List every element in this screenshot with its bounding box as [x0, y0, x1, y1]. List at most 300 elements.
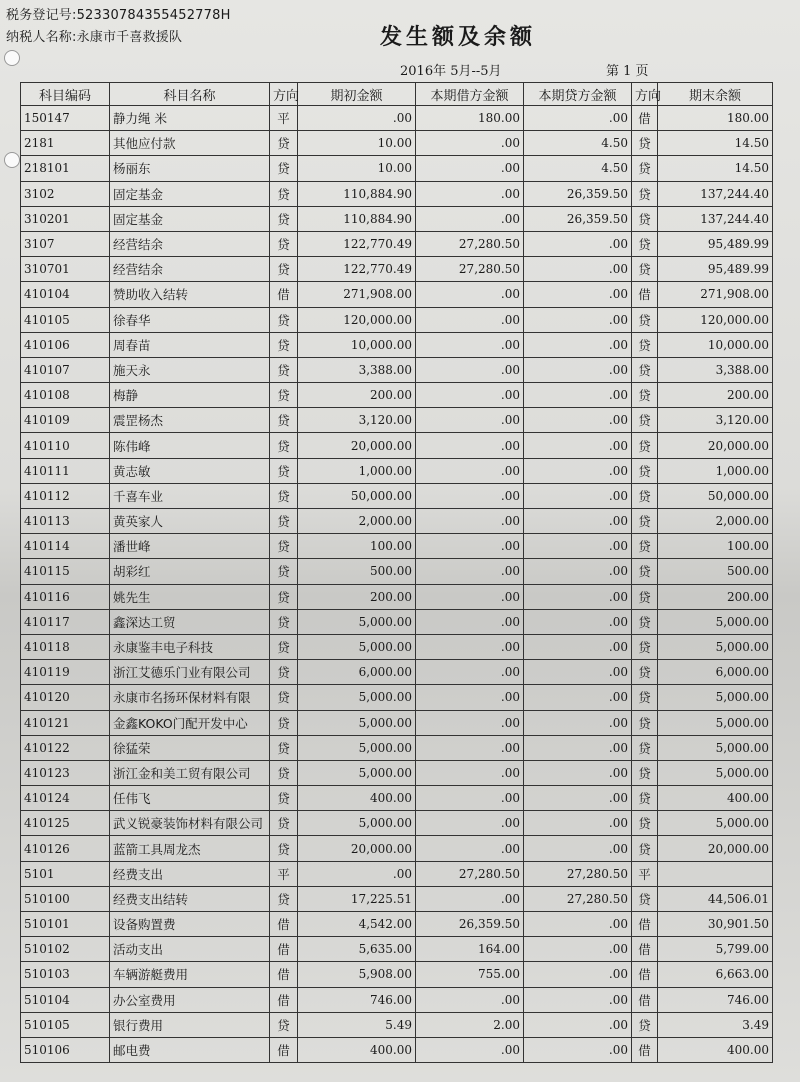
closing-balance: 5,000.00: [658, 811, 773, 836]
opening-amount: 5,000.00: [298, 710, 416, 735]
debit-amount: .00: [416, 735, 524, 760]
table-row: [21, 735, 773, 760]
account-name: 浙江金和美工贸有限公司: [110, 760, 270, 785]
table-row: [21, 660, 773, 685]
col-header-closing: 期末余额: [658, 83, 773, 106]
account-name: 设备购置费: [110, 912, 270, 937]
opening-amount: 5,000.00: [298, 735, 416, 760]
closing-direction: 贷: [632, 534, 658, 559]
debit-amount: .00: [416, 181, 524, 206]
closing-direction: 贷: [632, 156, 658, 181]
credit-amount: .00: [524, 1037, 632, 1062]
credit-amount: .00: [524, 609, 632, 634]
opening-direction: 贷: [270, 886, 298, 911]
opening-direction: 贷: [270, 433, 298, 458]
table-row: [21, 181, 773, 206]
closing-balance: 20,000.00: [658, 836, 773, 861]
report-title: 发生额及余额: [380, 25, 537, 50]
debit-amount: .00: [416, 760, 524, 785]
table-row: [21, 156, 773, 181]
credit-amount: .00: [524, 912, 632, 937]
debit-amount: 180.00: [416, 106, 524, 131]
opening-amount: 122,770.49: [298, 231, 416, 256]
debit-amount: .00: [416, 584, 524, 609]
page-number: 第 1 页: [606, 64, 649, 79]
table-row: [21, 509, 773, 534]
account-code: 410105: [21, 307, 110, 332]
account-code: 510104: [21, 987, 110, 1012]
opening-direction: 贷: [270, 660, 298, 685]
table-row: [21, 231, 773, 256]
account-code: 5101: [21, 861, 110, 886]
account-name: 银行费用: [110, 1012, 270, 1037]
col-header-direction: 方向: [270, 83, 298, 106]
opening-amount: 100.00: [298, 534, 416, 559]
opening-amount: 271,908.00: [298, 282, 416, 307]
taxpayer-name: 纳税人名称:永康市千喜救援队: [6, 30, 183, 45]
opening-direction: 贷: [270, 685, 298, 710]
credit-amount: .00: [524, 231, 632, 256]
debit-amount: 27,280.50: [416, 231, 524, 256]
opening-amount: 6,000.00: [298, 660, 416, 685]
closing-balance: 5,000.00: [658, 760, 773, 785]
credit-amount: 27,280.50: [524, 886, 632, 911]
closing-direction: 贷: [632, 660, 658, 685]
table-row: [21, 332, 773, 357]
table-row: [21, 710, 773, 735]
account-name: 徐猛荣: [110, 735, 270, 760]
closing-direction: 贷: [632, 357, 658, 382]
closing-balance: 14.50: [658, 131, 773, 156]
opening-direction: 贷: [270, 584, 298, 609]
opening-direction: 贷: [270, 735, 298, 760]
opening-direction: 贷: [270, 383, 298, 408]
debit-amount: .00: [416, 836, 524, 861]
closing-balance: 400.00: [658, 1037, 773, 1062]
debit-amount: 27,280.50: [416, 861, 524, 886]
credit-amount: .00: [524, 710, 632, 735]
opening-direction: 贷: [270, 1012, 298, 1037]
debit-amount: .00: [416, 634, 524, 659]
closing-direction: 贷: [632, 231, 658, 256]
debit-amount: .00: [416, 886, 524, 911]
opening-direction: 贷: [270, 357, 298, 382]
opening-amount: 20,000.00: [298, 836, 416, 861]
debit-amount: .00: [416, 433, 524, 458]
table-row: [21, 861, 773, 886]
opening-amount: 746.00: [298, 987, 416, 1012]
closing-direction: 贷: [632, 1012, 658, 1037]
account-code: 410115: [21, 559, 110, 584]
table-row: [21, 836, 773, 861]
opening-direction: 贷: [270, 408, 298, 433]
account-code: 510105: [21, 1012, 110, 1037]
closing-direction: 贷: [632, 609, 658, 634]
table-row: [21, 886, 773, 911]
opening-amount: .00: [298, 106, 416, 131]
closing-direction: 贷: [632, 458, 658, 483]
debit-amount: .00: [416, 458, 524, 483]
account-name: 永康鉴丰电子科技: [110, 634, 270, 659]
opening-direction: 贷: [270, 836, 298, 861]
credit-amount: .00: [524, 660, 632, 685]
table-row: [21, 559, 773, 584]
opening-amount: 200.00: [298, 584, 416, 609]
debit-amount: .00: [416, 307, 524, 332]
closing-balance: 5,000.00: [658, 685, 773, 710]
table-row: [21, 912, 773, 937]
closing-balance: 5,000.00: [658, 710, 773, 735]
credit-amount: .00: [524, 433, 632, 458]
closing-direction: 平: [632, 861, 658, 886]
opening-amount: 5,635.00: [298, 937, 416, 962]
account-name: 赞助收入结转: [110, 282, 270, 307]
account-name: 震罡杨杰: [110, 408, 270, 433]
closing-direction: 贷: [632, 332, 658, 357]
closing-direction: 贷: [632, 408, 658, 433]
account-name: 其他应付款: [110, 131, 270, 156]
credit-amount: 26,359.50: [524, 181, 632, 206]
table-row: [21, 458, 773, 483]
account-code: 218101: [21, 156, 110, 181]
debit-amount: .00: [416, 131, 524, 156]
closing-balance: 95,489.99: [658, 257, 773, 282]
closing-balance: 2,000.00: [658, 509, 773, 534]
debit-amount: .00: [416, 483, 524, 508]
account-name: 经费支出: [110, 861, 270, 886]
credit-amount: .00: [524, 735, 632, 760]
table-row: [21, 408, 773, 433]
debit-amount: .00: [416, 156, 524, 181]
opening-amount: 5.49: [298, 1012, 416, 1037]
account-name: 姚先生: [110, 584, 270, 609]
opening-direction: 借: [270, 1037, 298, 1062]
col-header-direction-end: 方向: [632, 83, 658, 106]
table-body: [21, 106, 773, 1063]
account-code: 410122: [21, 735, 110, 760]
credit-amount: .00: [524, 383, 632, 408]
table-row: [21, 685, 773, 710]
opening-amount: 50,000.00: [298, 483, 416, 508]
closing-balance: 5,000.00: [658, 634, 773, 659]
account-code: 410124: [21, 786, 110, 811]
table-row: [21, 483, 773, 508]
opening-direction: 贷: [270, 181, 298, 206]
closing-direction: 贷: [632, 786, 658, 811]
debit-amount: 2.00: [416, 1012, 524, 1037]
account-code: 410106: [21, 332, 110, 357]
account-name: 陈伟峰: [110, 433, 270, 458]
closing-balance: 271,908.00: [658, 282, 773, 307]
account-code: 3102: [21, 181, 110, 206]
account-name: 黄志敏: [110, 458, 270, 483]
debit-amount: .00: [416, 987, 524, 1012]
credit-amount: 4.50: [524, 131, 632, 156]
account-name: 杨丽东: [110, 156, 270, 181]
account-code: 410104: [21, 282, 110, 307]
account-code: 410112: [21, 483, 110, 508]
closing-direction: 借: [632, 912, 658, 937]
opening-direction: 贷: [270, 710, 298, 735]
table-row: [21, 786, 773, 811]
debit-amount: .00: [416, 206, 524, 231]
balance-table: [20, 82, 773, 1063]
closing-direction: 贷: [632, 181, 658, 206]
credit-amount: .00: [524, 634, 632, 659]
credit-amount: .00: [524, 559, 632, 584]
credit-amount: .00: [524, 332, 632, 357]
account-name: 办公室费用: [110, 987, 270, 1012]
credit-amount: 27,280.50: [524, 861, 632, 886]
table-row: [21, 206, 773, 231]
closing-balance: 180.00: [658, 106, 773, 131]
opening-direction: 贷: [270, 307, 298, 332]
opening-direction: 借: [270, 912, 298, 937]
opening-amount: .00: [298, 861, 416, 886]
account-code: 150147: [21, 106, 110, 131]
closing-direction: 借: [632, 106, 658, 131]
closing-balance: 10,000.00: [658, 332, 773, 357]
col-header-opening: 期初金额: [298, 83, 416, 106]
opening-direction: 贷: [270, 634, 298, 659]
account-code: 510102: [21, 937, 110, 962]
col-header-name: 科目名称: [110, 83, 270, 106]
closing-direction: 贷: [632, 559, 658, 584]
table-header-row: [21, 83, 773, 106]
closing-balance: 3,388.00: [658, 357, 773, 382]
debit-amount: .00: [416, 383, 524, 408]
opening-amount: 5,000.00: [298, 811, 416, 836]
closing-direction: 借: [632, 962, 658, 987]
closing-direction: 贷: [632, 811, 658, 836]
closing-direction: 贷: [632, 131, 658, 156]
opening-direction: 贷: [270, 231, 298, 256]
table-row: [21, 760, 773, 785]
closing-balance: 746.00: [658, 987, 773, 1012]
opening-amount: 110,884.90: [298, 181, 416, 206]
report-period: 2016年 5月--5月: [400, 64, 502, 79]
col-header-debit: 本期借方金额: [416, 83, 524, 106]
account-code: 410125: [21, 811, 110, 836]
closing-balance: 95,489.99: [658, 231, 773, 256]
opening-amount: 5,908.00: [298, 962, 416, 987]
closing-balance: 500.00: [658, 559, 773, 584]
debit-amount: .00: [416, 811, 524, 836]
credit-amount: .00: [524, 811, 632, 836]
closing-balance: 200.00: [658, 584, 773, 609]
table-row: [21, 106, 773, 131]
opening-amount: 500.00: [298, 559, 416, 584]
debit-amount: 755.00: [416, 962, 524, 987]
account-code: 310201: [21, 206, 110, 231]
closing-balance: 137,244.40: [658, 206, 773, 231]
opening-amount: 5,000.00: [298, 609, 416, 634]
account-name: 经费支出结转: [110, 886, 270, 911]
table-row: [21, 987, 773, 1012]
account-code: 510103: [21, 962, 110, 987]
opening-direction: 借: [270, 282, 298, 307]
account-code: 410120: [21, 685, 110, 710]
debit-amount: 27,280.50: [416, 257, 524, 282]
tax-registration-number: 税务登记号:52330784355452778H: [6, 8, 231, 23]
debit-amount: .00: [416, 509, 524, 534]
closing-balance: [658, 861, 773, 886]
closing-direction: 贷: [632, 836, 658, 861]
col-header-credit: 本期贷方金额: [524, 83, 632, 106]
opening-amount: 1,000.00: [298, 458, 416, 483]
opening-amount: 10.00: [298, 156, 416, 181]
closing-balance: 3,120.00: [658, 408, 773, 433]
debit-amount: .00: [416, 786, 524, 811]
account-code: 510106: [21, 1037, 110, 1062]
credit-amount: .00: [524, 408, 632, 433]
opening-direction: 贷: [270, 131, 298, 156]
opening-amount: 5,000.00: [298, 760, 416, 785]
closing-direction: 贷: [632, 760, 658, 785]
opening-direction: 贷: [270, 257, 298, 282]
account-code: 410121: [21, 710, 110, 735]
opening-direction: 平: [270, 861, 298, 886]
closing-direction: 贷: [632, 433, 658, 458]
opening-amount: 2,000.00: [298, 509, 416, 534]
account-name: 蓝箭工具周龙杰: [110, 836, 270, 861]
closing-balance: 5,000.00: [658, 735, 773, 760]
credit-amount: .00: [524, 307, 632, 332]
closing-balance: 30,901.50: [658, 912, 773, 937]
closing-direction: 贷: [632, 886, 658, 911]
table-row: [21, 1037, 773, 1062]
punch-hole: [4, 152, 20, 168]
opening-amount: 400.00: [298, 786, 416, 811]
opening-amount: 200.00: [298, 383, 416, 408]
table-row: [21, 962, 773, 987]
account-name: 固定基金: [110, 206, 270, 231]
account-code: 410114: [21, 534, 110, 559]
credit-amount: .00: [524, 836, 632, 861]
opening-direction: 贷: [270, 509, 298, 534]
debit-amount: .00: [416, 685, 524, 710]
debit-amount: 164.00: [416, 937, 524, 962]
account-name: 经营结余: [110, 231, 270, 256]
credit-amount: 4.50: [524, 156, 632, 181]
account-code: 3107: [21, 231, 110, 256]
closing-direction: 贷: [632, 584, 658, 609]
account-code: 410107: [21, 357, 110, 382]
debit-amount: .00: [416, 660, 524, 685]
table-row: [21, 534, 773, 559]
account-name: 黄英家人: [110, 509, 270, 534]
closing-balance: 5,799.00: [658, 937, 773, 962]
credit-amount: .00: [524, 106, 632, 131]
closing-balance: 1,000.00: [658, 458, 773, 483]
table-row: [21, 131, 773, 156]
table-row: [21, 433, 773, 458]
credit-amount: .00: [524, 534, 632, 559]
opening-amount: 10.00: [298, 131, 416, 156]
account-code: 510100: [21, 886, 110, 911]
closing-direction: 借: [632, 987, 658, 1012]
col-header-code: 科目编码: [21, 83, 110, 106]
table-row: [21, 584, 773, 609]
closing-direction: 贷: [632, 509, 658, 534]
opening-direction: 贷: [270, 559, 298, 584]
closing-balance: 100.00: [658, 534, 773, 559]
table-row: [21, 811, 773, 836]
account-name: 潘世峰: [110, 534, 270, 559]
credit-amount: .00: [524, 937, 632, 962]
account-code: 410119: [21, 660, 110, 685]
credit-amount: .00: [524, 786, 632, 811]
account-name: 鑫深达工贸: [110, 609, 270, 634]
account-code: 410126: [21, 836, 110, 861]
closing-direction: 借: [632, 937, 658, 962]
closing-balance: 6,000.00: [658, 660, 773, 685]
table-row: [21, 609, 773, 634]
opening-direction: 贷: [270, 760, 298, 785]
opening-amount: 4,542.00: [298, 912, 416, 937]
table-row: [21, 383, 773, 408]
closing-balance: 120,000.00: [658, 307, 773, 332]
opening-direction: 贷: [270, 483, 298, 508]
credit-amount: .00: [524, 458, 632, 483]
closing-balance: 20,000.00: [658, 433, 773, 458]
credit-amount: .00: [524, 257, 632, 282]
account-name: 固定基金: [110, 181, 270, 206]
table-row: [21, 307, 773, 332]
closing-direction: 贷: [632, 383, 658, 408]
opening-amount: 122,770.49: [298, 257, 416, 282]
opening-amount: 5,000.00: [298, 685, 416, 710]
closing-direction: 贷: [632, 483, 658, 508]
closing-direction: 借: [632, 282, 658, 307]
account-name: 静力绳 米: [110, 106, 270, 131]
table-row: [21, 1012, 773, 1037]
credit-amount: .00: [524, 357, 632, 382]
credit-amount: .00: [524, 509, 632, 534]
credit-amount: .00: [524, 987, 632, 1012]
opening-amount: 20,000.00: [298, 433, 416, 458]
debit-amount: .00: [416, 282, 524, 307]
table-row: [21, 257, 773, 282]
opening-amount: 10,000.00: [298, 332, 416, 357]
table-row: [21, 282, 773, 307]
account-name: 千喜车业: [110, 483, 270, 508]
opening-direction: 贷: [270, 786, 298, 811]
closing-direction: 贷: [632, 307, 658, 332]
closing-direction: 贷: [632, 257, 658, 282]
account-name: 胡彩红: [110, 559, 270, 584]
account-name: 浙江艾德乐门业有限公司: [110, 660, 270, 685]
account-name: 周春苗: [110, 332, 270, 357]
closing-direction: 贷: [632, 685, 658, 710]
debit-amount: .00: [416, 1037, 524, 1062]
table-row: [21, 357, 773, 382]
debit-amount: .00: [416, 710, 524, 735]
credit-amount: 26,359.50: [524, 206, 632, 231]
opening-direction: 贷: [270, 156, 298, 181]
account-name: 徐春华: [110, 307, 270, 332]
account-code: 410113: [21, 509, 110, 534]
account-name: 梅静: [110, 383, 270, 408]
closing-balance: 44,506.01: [658, 886, 773, 911]
debit-amount: .00: [416, 357, 524, 382]
opening-direction: 贷: [270, 458, 298, 483]
closing-balance: 400.00: [658, 786, 773, 811]
debit-amount: .00: [416, 559, 524, 584]
closing-direction: 借: [632, 1037, 658, 1062]
account-code: 410118: [21, 634, 110, 659]
credit-amount: .00: [524, 1012, 632, 1037]
